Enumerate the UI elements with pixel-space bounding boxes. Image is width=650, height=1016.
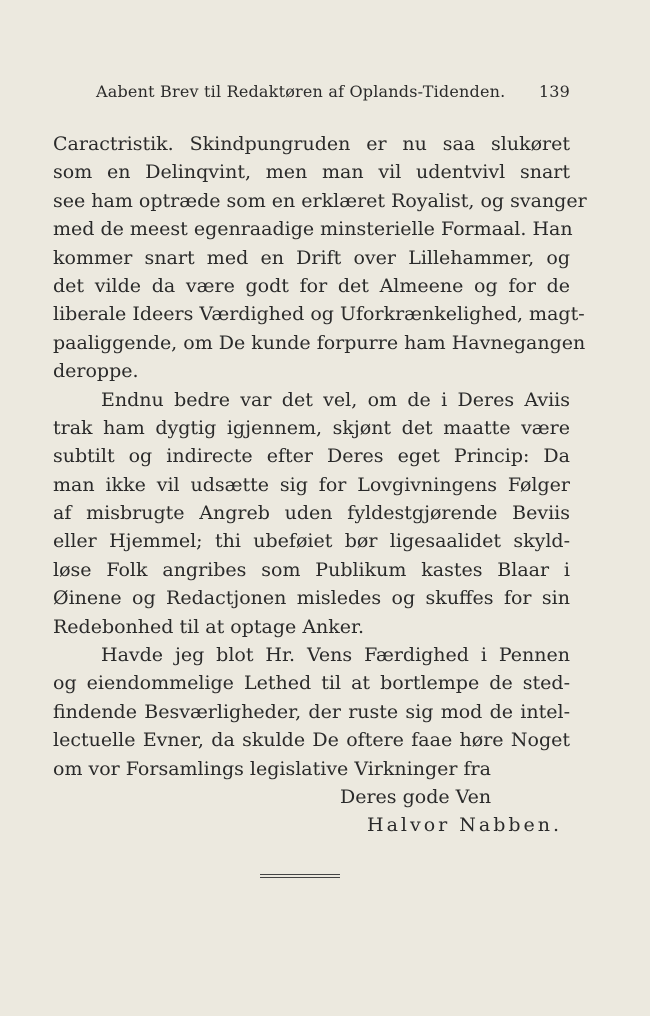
text-line: subtilt og indirecte efter Deres eget Princip: Da bbox=[53, 445, 570, 468]
text-line: see ham optræde som en erklæret Royalist, og svanger bbox=[53, 189, 587, 212]
section-divider bbox=[260, 874, 340, 878]
text-line: Øinene og Redactjonen misledes og skuffes for sin bbox=[53, 587, 570, 610]
body-text bbox=[53, 130, 587, 840]
signature-closing: Deres gode Ven bbox=[340, 785, 492, 808]
text-line: Endnu bedre var det vel, om de i Deres Aviis bbox=[101, 388, 570, 411]
text-line: eller Hjemmel; thi ubeføiet bør ligesaalidet skyld- bbox=[53, 530, 570, 553]
text-line: løse Folk angribes som Publikum kastes Blaar i bbox=[53, 558, 570, 581]
text-line: Havde jeg blot Hr. Vens Færdighed i Pennen bbox=[101, 644, 570, 667]
running-header bbox=[96, 82, 570, 101]
running-title: Aabent Brev til Redaktøren af Oplands-Tidenden. bbox=[96, 82, 506, 101]
text-line: med de meest egenraadige minsterielle Formaal. Han bbox=[53, 218, 573, 241]
text-line: om vor Forsamlings legislative Virkninger fra bbox=[53, 757, 491, 780]
text-line: kommer snart med en Drift over Lillehammer, og bbox=[53, 246, 570, 269]
text-line: liberale Ideers Værdighed og Uforkrænkelighed, magt- bbox=[53, 303, 585, 326]
text-line: det vilde da være godt for det Almeene og for de bbox=[53, 274, 570, 297]
text-line: Caractristik. Skindpungruden er nu saa slukøret bbox=[53, 133, 570, 155]
text-line: og eiendommelige Lethed til at bortlempe de sted- bbox=[53, 672, 570, 695]
page-number: 139 bbox=[538, 82, 570, 101]
signature-name: Halvor Nabben. bbox=[367, 814, 563, 837]
text-line: paaliggende, om De kunde forpurre ham Havnegangen bbox=[53, 331, 586, 354]
text-line: findende Besværligheder, der ruste sig mod de intel- bbox=[53, 700, 570, 723]
text-line: man ikke vil udsætte sig for Lovgivningens Følger bbox=[53, 473, 570, 496]
text-line: trak ham dygtig igjennem, skjønt det maatte være bbox=[53, 416, 570, 439]
text-line: lectuelle Evner, da skulde De oftere faae høre Noget bbox=[53, 729, 570, 752]
text-line: deroppe. bbox=[53, 360, 139, 383]
text-line: Redebonhed til at optage Anker. bbox=[53, 615, 365, 638]
text-line: som en Delinqvint, men man vil udentvivl snart bbox=[53, 161, 570, 184]
text-line: af misbrugte Angreb uden fyldestgjørende Beviis bbox=[53, 502, 570, 525]
